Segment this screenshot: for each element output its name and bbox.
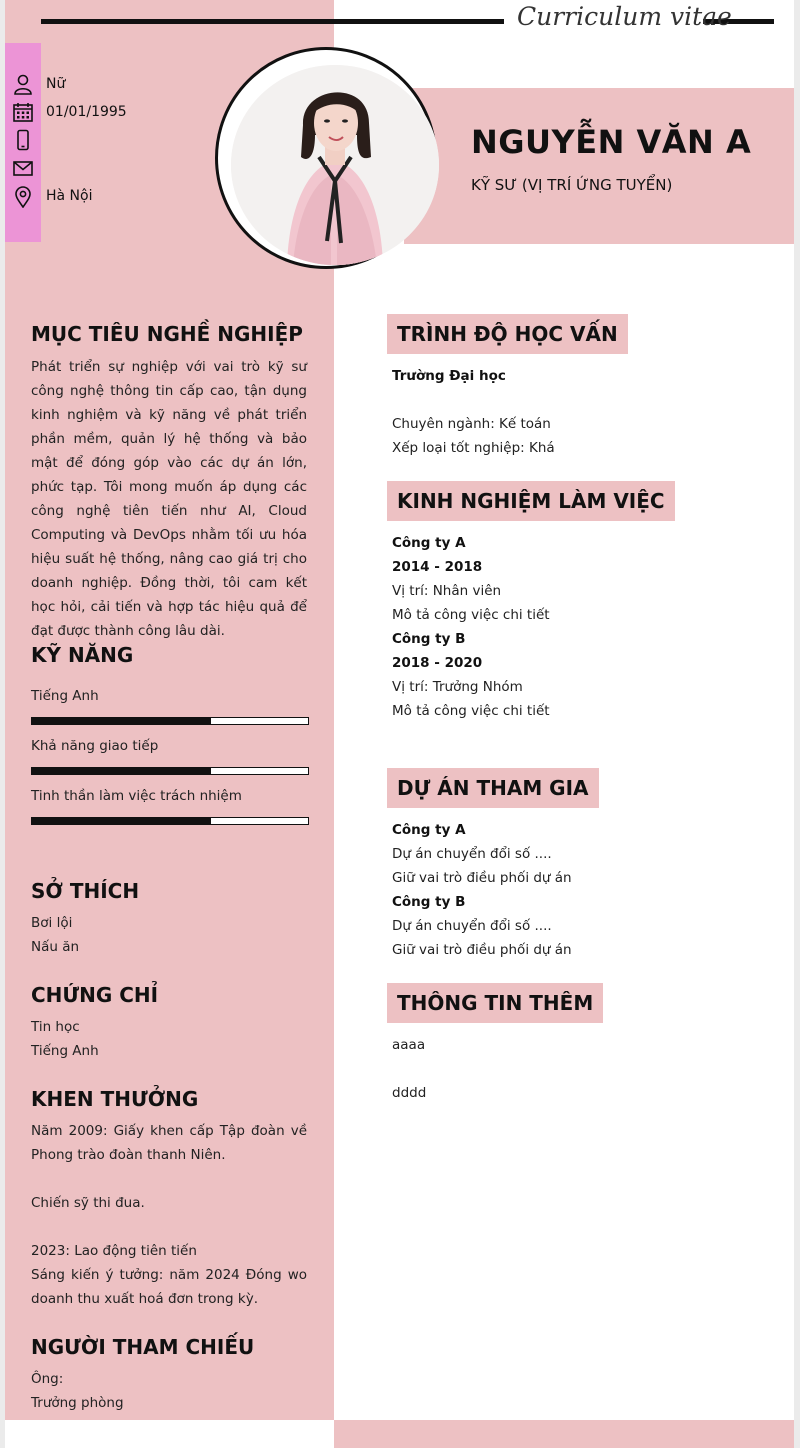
objective-text: Phát triển sự nghiệp với vai trò kỹ sư công nghệ thông tin cấp cao, tận dụng kinh nghiệm và kỹ năng về phát triển phần mềm, quản lý hệ thống và bảo mật để đóng góp vào các dự án lớn, phức tạp. Tôi mong muốn áp dụng các công nghệ tiên tiến như AI, Cloud Computing và DevOps nhằm tối ưu hóa hiệu suất hệ thống, nâng cao giá trị cho doanh nghiệp. Đồng thời, tôi cam kết học hỏi, cải tiến và hợp tác hiệu quả để đạt được thành công lâu dài. [31, 359, 307, 639]
project-company: Công ty A [392, 822, 466, 838]
skill-bar-fill [32, 718, 211, 724]
cv-title: Curriculum vitae [517, 2, 732, 31]
project-role: Giữ vai trò điều phối dự án [392, 942, 572, 958]
objective-heading: MỤC TIÊU NGHỀ NGHIỆP [31, 322, 303, 346]
bottom-band [334, 1420, 794, 1448]
education-major: Chuyên ngành: Kế toán [392, 416, 551, 432]
certificate-item: Tiếng Anh [31, 1043, 99, 1059]
education-grade: Xếp loại tốt nghiệp: Khá [392, 440, 555, 456]
award-line: Chiến sỹ thi đua. [31, 1195, 145, 1211]
skill-bar [31, 817, 309, 825]
reference-item: Ông: [31, 1371, 64, 1387]
awards-heading: KHEN THƯỞNG [31, 1087, 199, 1111]
skill-bar-fill [32, 818, 211, 824]
skill-label: Tiếng Anh [31, 688, 99, 704]
mail-icon [12, 157, 34, 179]
project-name: Dự án chuyển đổi số .... [392, 918, 552, 934]
experience-company: Công ty B [392, 631, 466, 647]
education-school: Trường Đại học [392, 368, 506, 384]
hobby-item: Bơi lội [31, 915, 73, 931]
address-value: Hà Nội [46, 188, 93, 204]
experience-company: Công ty A [392, 535, 466, 551]
skill-label: Khả năng giao tiếp [31, 738, 159, 754]
projects-heading: DỰ ÁN THAM GIA [387, 768, 599, 808]
certificates-heading: CHỨNG CHỈ [31, 983, 159, 1007]
skill-label: Tinh thần làm việc trách nhiệm [31, 788, 242, 804]
phone-icon [12, 129, 34, 151]
award-line: Năm 2009: Giấy khen cấp Tập đoàn về Phong trào đoàn thanh Niên. [31, 1123, 307, 1163]
person-icon [12, 73, 34, 95]
gender-value: Nữ [46, 76, 66, 92]
portrait-photo [231, 65, 439, 265]
certificate-item: Tin học [31, 1019, 80, 1035]
hobby-item: Nấu ăn [31, 939, 80, 955]
location-pin-icon [12, 186, 34, 208]
references-heading: NGƯỜI THAM CHIẾU [31, 1335, 255, 1359]
birthday-value: 01/01/1995 [46, 104, 127, 120]
award-line: Sáng kiến ý tưởng: năm 2024 Đóng wo doanh thu xuất hoá đơn trong kỳ. [31, 1267, 307, 1307]
calendar-icon [12, 101, 34, 123]
skills-heading: KỸ NĂNG [31, 643, 134, 667]
experience-period: 2014 - 2018 [392, 559, 483, 575]
experience-position: Vị trí: Trưởng Nhóm [392, 679, 523, 695]
top-rule-left [41, 19, 504, 24]
candidate-job-title: KỸ SƯ (VỊ TRÍ ỨNG TUYỂN) [471, 176, 673, 194]
project-name: Dự án chuyển đổi số .... [392, 846, 552, 862]
candidate-name: NGUYỄN VĂN A [471, 123, 752, 161]
additional-line: dddd [392, 1085, 427, 1101]
experience-description: Mô tả công việc chi tiết [392, 703, 550, 719]
additional-heading: THÔNG TIN THÊM [387, 983, 603, 1023]
cv-page [5, 0, 794, 1448]
skill-bar [31, 767, 309, 775]
skill-bar [31, 717, 309, 725]
reference-item: Trưởng phòng [31, 1395, 124, 1411]
education-heading: TRÌNH ĐỘ HỌC VẤN [387, 314, 628, 354]
award-line: 2023: Lao động tiên tiến [31, 1243, 197, 1259]
header-band [404, 88, 794, 244]
skill-bar-fill [32, 768, 211, 774]
experience-heading: KINH NGHIỆM LÀM VIỆC [387, 481, 675, 521]
additional-line: aaaa [392, 1037, 426, 1053]
project-role: Giữ vai trò điều phối dự án [392, 870, 572, 886]
experience-description: Mô tả công việc chi tiết [392, 607, 550, 623]
experience-period: 2018 - 2020 [392, 655, 483, 671]
experience-position: Vị trí: Nhân viên [392, 583, 502, 599]
hobbies-heading: SỞ THÍCH [31, 879, 140, 903]
project-company: Công ty B [392, 894, 466, 910]
